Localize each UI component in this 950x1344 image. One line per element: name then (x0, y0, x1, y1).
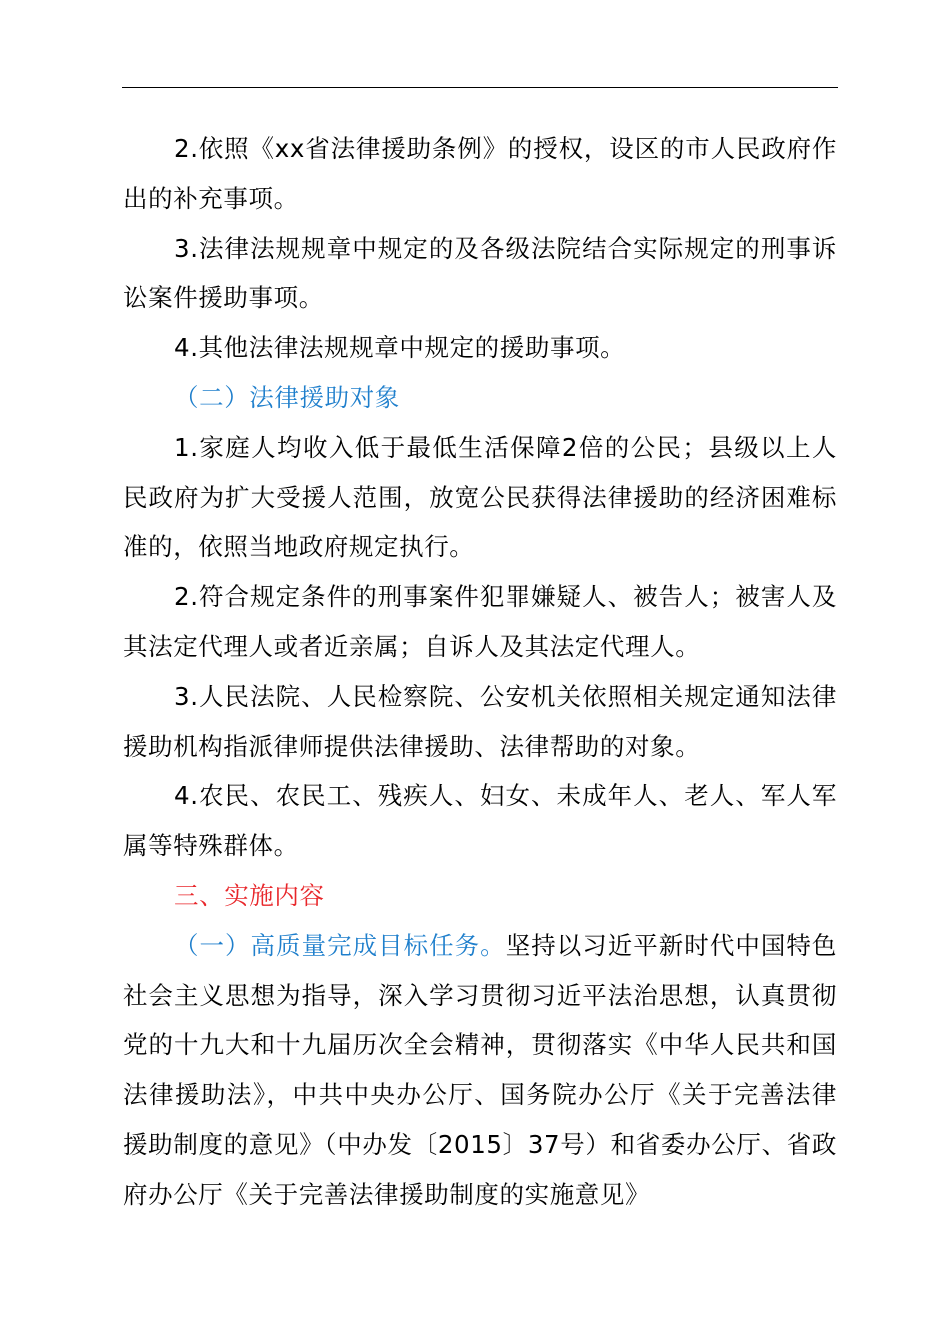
section-heading-legal-aid-recipients: （二）法律援助对象 (174, 382, 400, 412)
paragraph-target-tasks (123, 921, 837, 1220)
paragraph-criminal-litigation-matters: 3.法律法规规章中规定的及各级法院结合实际规定的刑事诉讼案件援助事项。 (123, 233, 837, 313)
header-rule (122, 87, 838, 88)
paragraph-special-groups: 4.农民、农民工、残疾人、妇女、未成年人、老人、军人军属等特殊群体。 (123, 781, 837, 861)
paragraph-low-income-citizens: 1.家庭人均收入低于最低生活保障2倍的公民；县级以上人民政府为扩大受援人范围，放宽公民获得法律援助的经济困难标准的，依照当地政府规定执行。 (123, 432, 837, 562)
paragraph-supplementary-matters: 2.依照《xx省法律援助条例》的授权，设区的市人民政府作出的补充事项。 (123, 134, 837, 213)
document-body (123, 124, 837, 1220)
chapter-heading-implementation-content: 三、实施内容 (174, 880, 325, 910)
paragraph-criminal-case-parties: 2.符合规定条件的刑事案件犯罪嫌疑人、被告人；被害人及其法定代理人或者近亲属；自诉人及其法定代理人。 (123, 582, 837, 661)
paragraph-other-matters: 4.其他法律法规规章中规定的援助事项。 (174, 333, 626, 363)
paragraph-body: 坚持以习近平新时代中国特色社会主义思想为指导，深入学习贯彻习近平法治思想，认真贯彻党的十九大和十九届历次全会精神，贯彻落实《中华人民共和国法律援助法》，中共中央办公厅、国务院办公厅《关于完善法律援助制度的意见》（中办发〔2015〕37号）和省委办公厅、省政府办公厅《关于完善法律援助制度的实施意见》 (123, 930, 837, 1209)
paragraph-lead-heading: （一）高质量完成目标任务。 (174, 930, 506, 960)
paragraph-notified-recipients: 3.人民法院、人民检察院、公安机关依照相关规定通知法律援助机构指派律师提供法律援助、法律帮助的对象。 (123, 681, 837, 761)
